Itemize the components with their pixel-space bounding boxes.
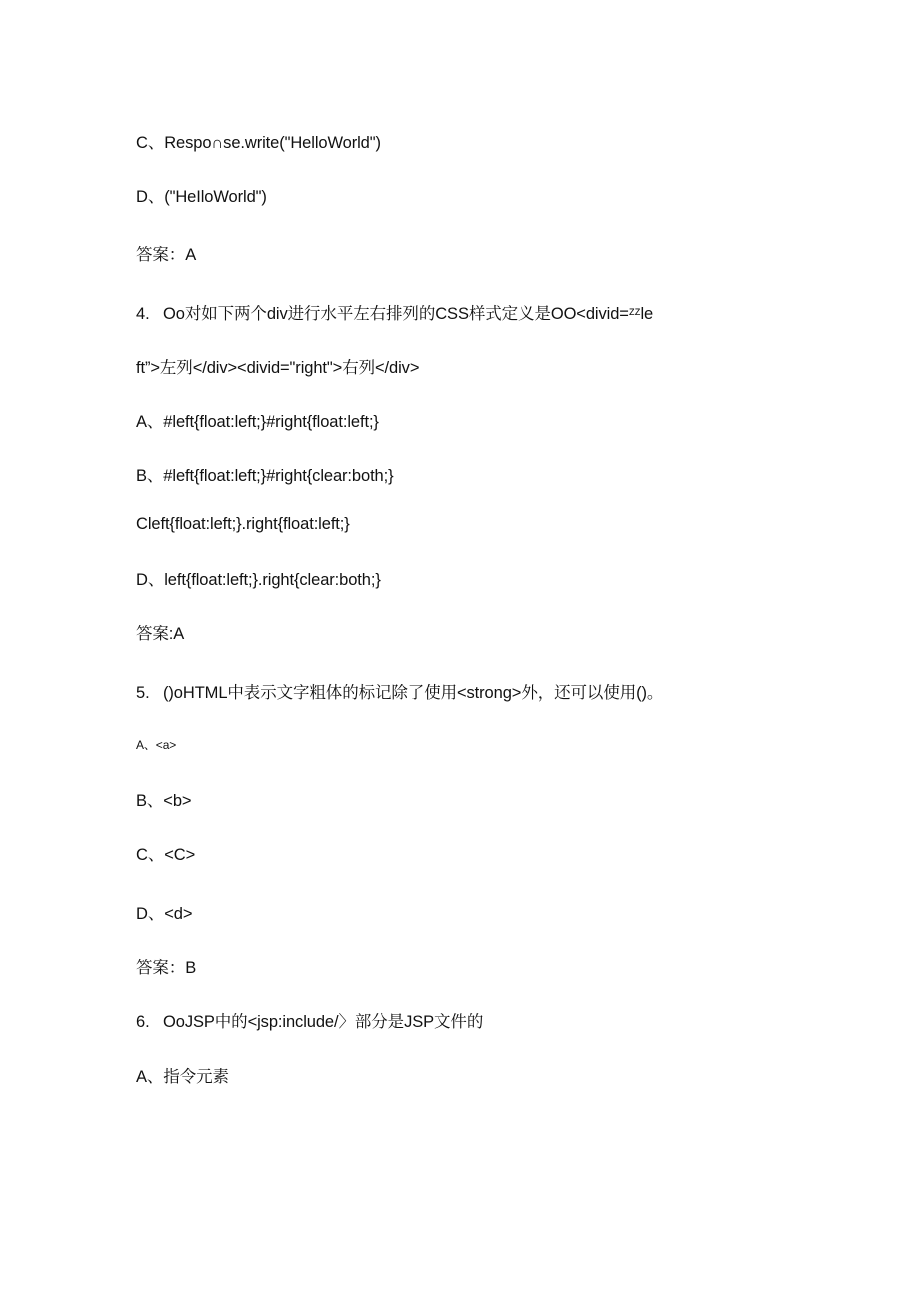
option-c-q5: C、<C> [136, 846, 196, 864]
question-5: 5. ()oHTML中表示文字粗体的标记除了使用<strong>外，还可以使用()。 [136, 684, 664, 702]
answer-q4: 答案:A [136, 625, 185, 643]
option-a-q6: A、指令元素 [136, 1068, 229, 1086]
option-a-q4: A、#left{float:left;}#right{float:left;} [136, 413, 379, 431]
option-c-q3: C、Respo∩se.write("HelloWorld") [136, 134, 381, 152]
option-a-q5: A、<a> [136, 738, 177, 752]
option-b-q5: B、<b> [136, 792, 192, 810]
answer-q3: 答案：A [136, 246, 197, 264]
option-b-q4: B、#left{float:left;}#right{clear:both;} [136, 467, 394, 485]
answer-q5: 答案：B [136, 959, 197, 977]
option-c-q4: Cleft{float:left;}.right{float:left;} [136, 515, 350, 533]
question-4-line-2: ft”>左列</div><divid="right">右列</div> [136, 359, 420, 377]
question-6: 6. OoJSP中的<jsp:include/〉部分是JSP文件的 [136, 1013, 484, 1031]
option-d-q4: D、left{float:left;}.right{clear:both;} [136, 571, 381, 589]
option-d-q3: D、("HeIloWorld") [136, 188, 267, 206]
question-4-line-1: 4. Oo对如下两个div进行水平左右排列的CSS样式定义是OO<divid=ᶻᶻle [136, 305, 654, 323]
option-d-q5: D、<d> [136, 905, 193, 923]
